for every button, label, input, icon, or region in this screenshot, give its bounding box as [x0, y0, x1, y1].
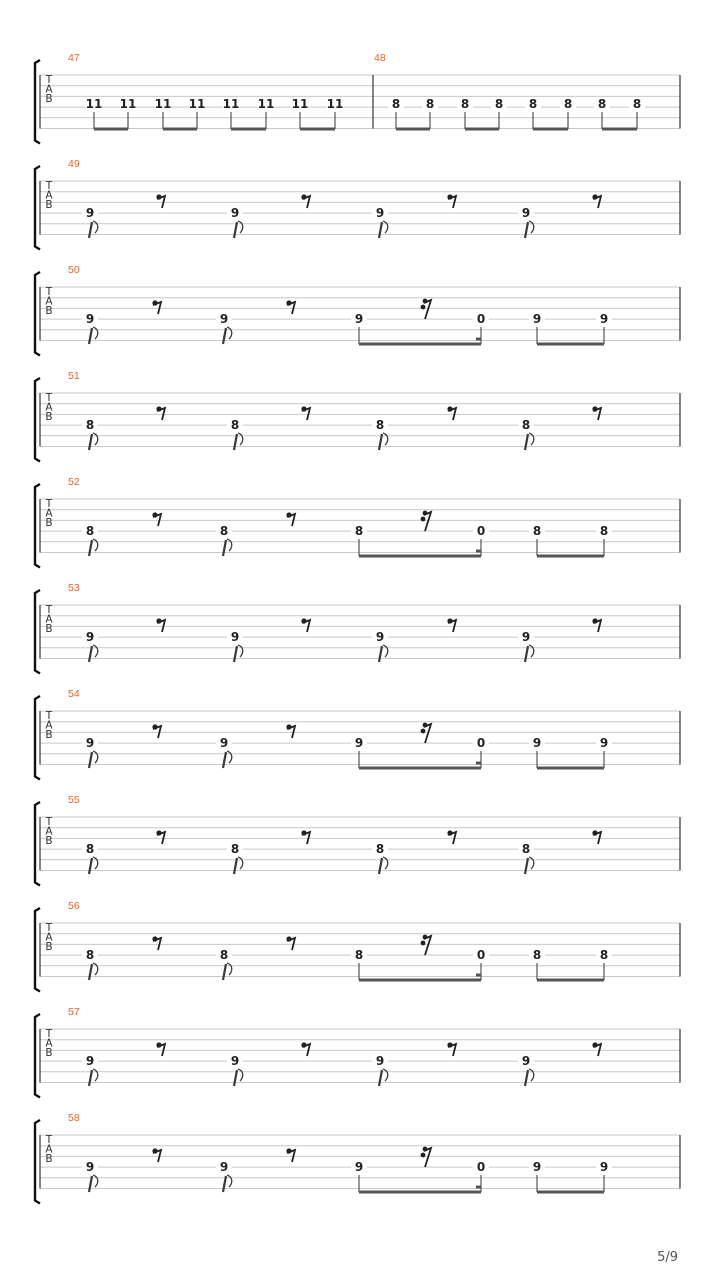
- fret-number: 8: [599, 524, 609, 538]
- note-stem: [89, 858, 92, 874]
- tab-clef-letter: B: [45, 517, 53, 529]
- fret-number: 8: [354, 524, 364, 538]
- note-stem: [379, 434, 382, 450]
- system-bracket: [35, 484, 40, 568]
- tab-clef-letter: T: [45, 604, 53, 616]
- sixteenth-rest: [424, 512, 431, 531]
- tab-clef-letter: B: [45, 729, 53, 741]
- note-stem: [89, 964, 92, 980]
- measure-number: 57: [68, 1006, 80, 1018]
- note-stem: [234, 434, 237, 450]
- tab-clef-letter: B: [45, 411, 53, 423]
- measure-number: 55: [68, 794, 80, 806]
- fret-number: 9: [521, 206, 531, 220]
- sixteenth-rest-dot: [421, 1153, 426, 1158]
- note-stem: [234, 222, 237, 238]
- note-flag: [383, 645, 388, 657]
- system-bracket: [35, 1014, 40, 1098]
- sixteenth-rest: [424, 936, 431, 955]
- note-stem: [525, 222, 528, 238]
- fret-number: 11: [154, 97, 172, 111]
- fret-number: 8: [532, 948, 542, 962]
- tab-clef-letter: T: [45, 710, 53, 722]
- fret-number: 8: [460, 97, 470, 111]
- note-flag: [93, 433, 98, 445]
- fret-number: 9: [219, 1160, 229, 1174]
- system-bracket: [35, 166, 40, 250]
- fret-number: 9: [85, 1160, 95, 1174]
- fret-number: 9: [521, 630, 531, 644]
- note-stem: [525, 646, 528, 662]
- note-stem: [89, 540, 92, 556]
- tab-clef-letter: B: [45, 305, 53, 317]
- fret-number: 8: [375, 418, 385, 432]
- tab-clef-letter: A: [45, 1143, 53, 1156]
- note-stem: [234, 858, 237, 874]
- note-flag: [93, 327, 98, 339]
- fret-number: 11: [326, 97, 344, 111]
- fret-number: 9: [85, 206, 95, 220]
- tab-clef-letter: T: [45, 922, 53, 934]
- system-bracket: [35, 1120, 40, 1204]
- tab-clef-letter: T: [45, 180, 53, 192]
- fret-number: 9: [375, 1054, 385, 1068]
- note-flag: [227, 963, 232, 975]
- fret-number: 8: [425, 97, 435, 111]
- fret-number: 8: [599, 948, 609, 962]
- tab-clef-letter: A: [45, 507, 53, 520]
- note-stem: [379, 1070, 382, 1086]
- measure-number: 49: [68, 158, 80, 170]
- tab-clef-letter: B: [45, 623, 53, 635]
- note-flag: [529, 857, 534, 869]
- fret-number: 8: [230, 418, 240, 432]
- sixteenth-rest: [424, 724, 431, 743]
- measure-number: 52: [68, 476, 80, 488]
- fret-number: 9: [85, 630, 95, 644]
- tab-clef-letter: A: [45, 825, 53, 838]
- system-bracket: [35, 60, 40, 144]
- note-stem: [525, 434, 528, 450]
- fret-number: 9: [85, 736, 95, 750]
- system-bracket: [35, 590, 40, 674]
- fret-number: 0: [476, 524, 486, 538]
- measure-number: 47: [68, 52, 80, 64]
- note-flag: [93, 1175, 98, 1187]
- tab-clef-letter: A: [45, 719, 53, 732]
- fret-number: 9: [599, 736, 609, 750]
- tab-clef-letter: A: [45, 613, 53, 626]
- sixteenth-rest: [424, 300, 431, 319]
- fret-number: 9: [521, 1054, 531, 1068]
- tab-clef-letter: A: [45, 1037, 53, 1050]
- fret-number: 9: [85, 312, 95, 326]
- note-stem: [89, 646, 92, 662]
- fret-number: 0: [476, 948, 486, 962]
- measure-number: 54: [68, 688, 80, 700]
- note-flag: [93, 963, 98, 975]
- fret-number: 9: [532, 1160, 542, 1174]
- fret-number: 8: [563, 97, 573, 111]
- tab-clef-letter: T: [45, 498, 53, 510]
- fret-number: 8: [532, 524, 542, 538]
- system-bracket: [35, 378, 40, 462]
- fret-number: 11: [85, 97, 103, 111]
- fret-number: 8: [521, 842, 531, 856]
- tab-clef-letter: T: [45, 74, 53, 86]
- note-flag: [238, 433, 243, 445]
- note-stem: [223, 328, 226, 344]
- note-stem: [89, 752, 92, 768]
- tab-clef-letter: B: [45, 1047, 53, 1059]
- note-flag: [93, 1069, 98, 1081]
- fret-number: 9: [375, 630, 385, 644]
- note-stem: [223, 752, 226, 768]
- fret-number: 8: [85, 418, 95, 432]
- fret-number: 8: [597, 97, 607, 111]
- fret-number: 9: [532, 736, 542, 750]
- note-flag: [93, 857, 98, 869]
- fret-number: 8: [375, 842, 385, 856]
- fret-number: 9: [230, 1054, 240, 1068]
- system-bracket: [35, 908, 40, 992]
- note-stem: [379, 646, 382, 662]
- fret-number: 8: [85, 842, 95, 856]
- note-stem: [379, 858, 382, 874]
- measure-number: 51: [68, 370, 80, 382]
- fret-number: 11: [257, 97, 275, 111]
- fret-number: 8: [521, 418, 531, 432]
- note-flag: [383, 433, 388, 445]
- sixteenth-rest-dot: [421, 517, 426, 522]
- tab-clef-letter: T: [45, 1134, 53, 1146]
- fret-number: 8: [230, 842, 240, 856]
- note-flag: [227, 327, 232, 339]
- fret-number: 9: [219, 312, 229, 326]
- tab-clef-letter: B: [45, 941, 53, 953]
- note-flag: [93, 645, 98, 657]
- note-flag: [529, 433, 534, 445]
- fret-number: 8: [354, 948, 364, 962]
- tab-clef-letter: A: [45, 401, 53, 414]
- tab-clef-letter: A: [45, 931, 53, 944]
- note-flag: [227, 539, 232, 551]
- fret-number: 11: [188, 97, 206, 111]
- fret-number: 0: [476, 736, 486, 750]
- measure-number: 56: [68, 900, 80, 912]
- note-stem: [89, 328, 92, 344]
- system-bracket: [35, 802, 40, 886]
- note-flag: [383, 221, 388, 233]
- note-flag: [93, 539, 98, 551]
- measure-number: 58: [68, 1112, 80, 1124]
- tab-clef-letter: B: [45, 835, 53, 847]
- fret-number: 8: [219, 948, 229, 962]
- fret-number: 9: [354, 736, 364, 750]
- tab-clef-letter: B: [45, 1153, 53, 1165]
- fret-number: 8: [494, 97, 504, 111]
- note-stem: [89, 222, 92, 238]
- note-flag: [529, 645, 534, 657]
- note-stem: [525, 858, 528, 874]
- note-flag: [529, 1069, 534, 1081]
- measure-number: 48: [374, 52, 386, 64]
- fret-number: 9: [599, 1160, 609, 1174]
- note-flag: [93, 221, 98, 233]
- tab-clef-letter: A: [45, 189, 53, 202]
- fret-number: 11: [119, 97, 137, 111]
- note-stem: [89, 434, 92, 450]
- fret-number: 8: [85, 948, 95, 962]
- sixteenth-rest: [424, 1148, 431, 1167]
- fret-number: 9: [219, 736, 229, 750]
- note-flag: [383, 857, 388, 869]
- tab-clef-letter: A: [45, 295, 53, 308]
- fret-number: 9: [354, 1160, 364, 1174]
- measure-number: 53: [68, 582, 80, 594]
- tab-clef-letter: T: [45, 816, 53, 828]
- fret-number: 0: [476, 312, 486, 326]
- note-flag: [238, 645, 243, 657]
- fret-number: 8: [391, 97, 401, 111]
- tab-clef-letter: B: [45, 93, 53, 105]
- fret-number: 8: [528, 97, 538, 111]
- note-flag: [93, 751, 98, 763]
- note-flag: [529, 221, 534, 233]
- note-stem: [89, 1176, 92, 1192]
- tab-clef-letter: T: [45, 286, 53, 298]
- fret-number: 9: [230, 206, 240, 220]
- fret-number: 9: [599, 312, 609, 326]
- sixteenth-rest-dot: [421, 305, 426, 310]
- note-stem: [89, 1070, 92, 1086]
- fret-number: 11: [222, 97, 240, 111]
- fret-number: 8: [219, 524, 229, 538]
- sixteenth-rest-dot: [421, 941, 426, 946]
- tab-clef-letter: A: [45, 83, 53, 96]
- system-bracket: [35, 272, 40, 356]
- system-bracket: [35, 696, 40, 780]
- tab-clef-letter: T: [45, 1028, 53, 1040]
- note-stem: [223, 964, 226, 980]
- tab-clef-letter: T: [45, 392, 53, 404]
- tab-clef-letter: B: [45, 199, 53, 211]
- fret-number: 8: [85, 524, 95, 538]
- note-stem: [223, 1176, 226, 1192]
- measure-number: 50: [68, 264, 80, 276]
- note-stem: [379, 222, 382, 238]
- note-flag: [227, 1175, 232, 1187]
- fret-number: 9: [230, 630, 240, 644]
- fret-number: 0: [476, 1160, 486, 1174]
- fret-number: 9: [532, 312, 542, 326]
- fret-number: 9: [375, 206, 385, 220]
- note-stem: [525, 1070, 528, 1086]
- note-flag: [383, 1069, 388, 1081]
- fret-number: 8: [632, 97, 642, 111]
- fret-number: 9: [85, 1054, 95, 1068]
- fret-number: 11: [291, 97, 309, 111]
- note-flag: [238, 221, 243, 233]
- note-flag: [238, 1069, 243, 1081]
- note-flag: [238, 857, 243, 869]
- note-stem: [223, 540, 226, 556]
- sixteenth-rest-dot: [421, 729, 426, 734]
- fret-number: 9: [354, 312, 364, 326]
- note-stem: [234, 646, 237, 662]
- page-number: 5/9: [657, 1250, 678, 1265]
- note-stem: [234, 1070, 237, 1086]
- note-flag: [227, 751, 232, 763]
